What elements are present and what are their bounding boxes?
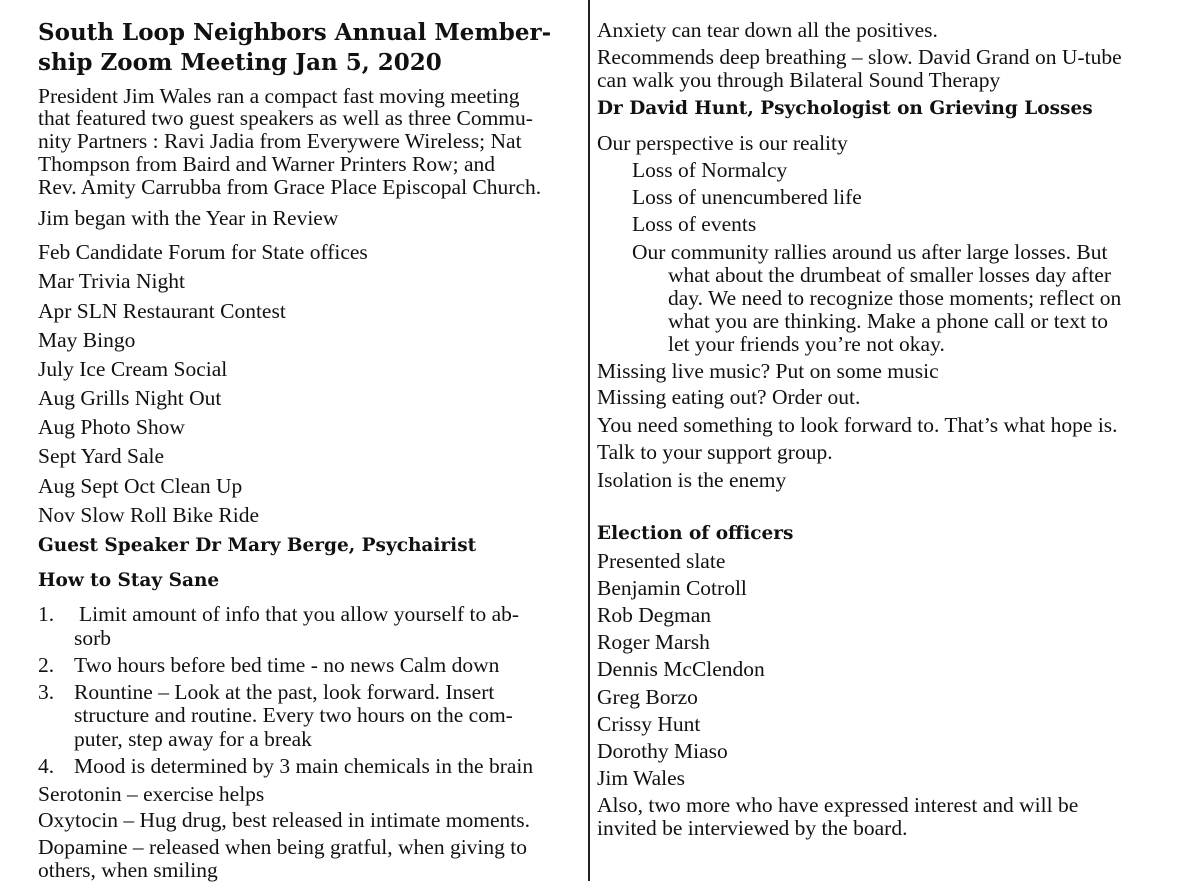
event-item: Apr SLN Restaurant Contest — [38, 299, 286, 323]
slate-item: Dorothy Miaso — [597, 739, 728, 763]
list-item-line: Two hours before bed time - no news Calm down — [74, 653, 500, 677]
tip-line: Isolation is the enemy — [597, 468, 787, 492]
section-heading: How to Stay Sane — [38, 570, 220, 591]
slate-item: Jim Wales — [597, 766, 686, 790]
event-item: Feb Candidate Forum for State offices — [38, 240, 368, 264]
text-line: Our perspective is our reality — [597, 131, 848, 155]
list-item-line: sorb — [74, 626, 112, 650]
loss-item: Loss of unencumbered life — [632, 185, 862, 209]
intro-line: that featured two guest speakers as well as three Commu- — [38, 106, 533, 130]
tip-line: Missing eating out? Order out. — [597, 385, 861, 409]
loss-item: Loss of Normalcy — [632, 158, 788, 182]
intro-line: nity Partners : Ravi Jadia from Everywere Wireless; Nat — [38, 129, 522, 153]
column-divider — [588, 0, 590, 881]
list-number: 3. — [38, 680, 55, 704]
loss-item-cont: day. We need to recognize those moments; reflect on — [668, 286, 1122, 310]
list-item-line: puter, step away for a break — [74, 727, 312, 751]
list-item-line: Mood is determined by 3 main chemicals in the brain — [74, 754, 534, 778]
closing-line: invited be interviewed by the board. — [597, 816, 908, 840]
chemical-line: Serotonin – exercise helps — [38, 782, 265, 806]
event-item: Sept Yard Sale — [38, 444, 165, 468]
election-heading: Election of officers — [597, 523, 794, 544]
event-item: July Ice Cream Social — [38, 357, 228, 381]
chemical-line: others, when smiling — [38, 858, 218, 882]
slate-item: Roger Marsh — [597, 630, 710, 654]
list-item-line: Limit amount of info that you allow yourself to ab- — [79, 602, 520, 626]
list-number: 2. — [38, 653, 55, 677]
text-line: Anxiety can tear down all the positives. — [597, 18, 938, 42]
list-number: 1. — [38, 602, 55, 626]
list-number: 4. — [38, 754, 55, 778]
loss-item-cont: what about the drumbeat of smaller losses day after — [668, 263, 1111, 287]
list-item-line: Rountine – Look at the past, look forward. Insert — [74, 680, 495, 704]
loss-item-cont: let your friends you’re not okay. — [668, 332, 945, 356]
slate-item: Presented slate — [597, 549, 726, 573]
slate-item: Benjamin Cotroll — [597, 576, 747, 600]
slate-item: Dennis McClendon — [597, 657, 765, 681]
event-item: Aug Grills Night Out — [38, 386, 222, 410]
tip-line: Talk to your support group. — [597, 440, 833, 464]
page-title-line: South Loop Neighbors Annual Member- — [38, 19, 552, 46]
loss-item: Loss of events — [632, 212, 757, 236]
year-review-intro: Jim began with the Year in Review — [38, 206, 339, 230]
guest-speaker-heading: Guest Speaker Dr Mary Berge, Psychairist — [38, 535, 477, 556]
intro-line: Thompson from Baird and Warner Printers Row; and — [38, 152, 496, 176]
slate-item: Rob Degman — [597, 603, 712, 627]
event-item: Nov Slow Roll Bike Ride — [38, 503, 259, 527]
chemical-line: Dopamine – released when being gratful, when giving to — [38, 835, 527, 859]
closing-line: Also, two more who have expressed interest and will be — [597, 793, 1079, 817]
intro-line: President Jim Wales ran a compact fast moving meeting — [38, 84, 520, 108]
event-item: Aug Photo Show — [38, 415, 185, 439]
event-item: Mar Trivia Night — [38, 269, 185, 293]
chemical-line: Oxytocin – Hug drug, best released in intimate moments. — [38, 808, 531, 832]
page-title-line: ship Zoom Meeting Jan 5, 2020 — [38, 49, 442, 76]
event-item: Aug Sept Oct Clean Up — [38, 474, 243, 498]
intro-line: Rev. Amity Carrubba from Grace Place Episcopal Church. — [38, 175, 542, 199]
tip-line: You need something to look forward to. That’s what hope is. — [597, 413, 1118, 437]
event-item: May Bingo — [38, 328, 136, 352]
text-line: Recommends deep breathing – slow. David Grand on U-tube — [597, 45, 1122, 69]
slate-item: Greg Borzo — [597, 685, 698, 709]
guest-speaker-heading: Dr David Hunt, Psychologist on Grieving Losses — [597, 98, 1093, 119]
tip-line: Missing live music? Put on some music — [597, 359, 939, 383]
loss-item-cont: what you are thinking. Make a phone call or text to — [668, 309, 1109, 333]
text-line: can walk you through Bilateral Sound Therapy — [597, 68, 1001, 92]
slate-item: Crissy Hunt — [597, 712, 701, 736]
loss-item: Our community rallies around us after large losses. But — [632, 240, 1108, 264]
list-item-line: structure and routine. Every two hours on the com- — [74, 703, 513, 727]
